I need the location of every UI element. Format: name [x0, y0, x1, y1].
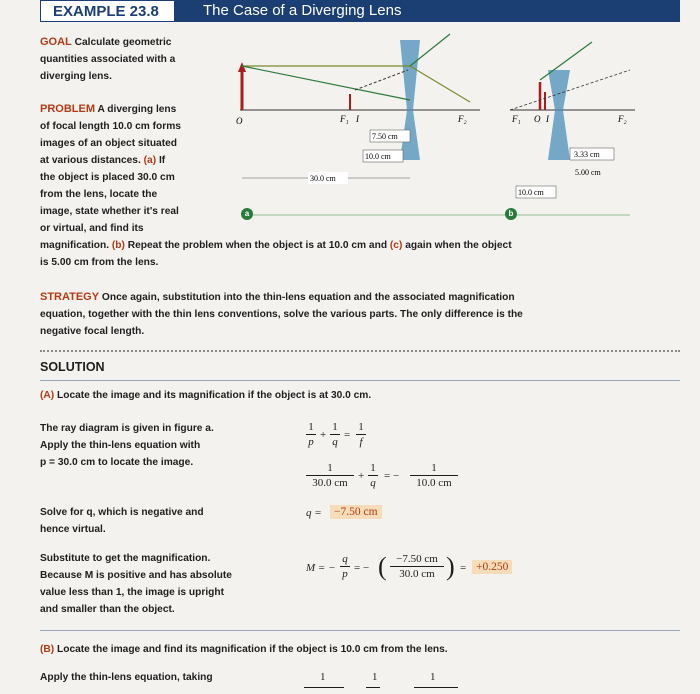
- m-frac-den: p: [342, 568, 348, 580]
- label-o-a: O: [236, 116, 243, 126]
- step-2-line-2: hence virtual.: [40, 524, 106, 535]
- problem-line-4-tail: If: [158, 155, 166, 166]
- label-f1-b: F₁: [512, 114, 521, 124]
- goal-line-1: Calculate geometric: [74, 37, 172, 48]
- problem-line-3: images of an object situated: [40, 138, 177, 149]
- m-equals: =: [460, 562, 467, 574]
- left-paren: (: [378, 552, 387, 581]
- goal-label: GOAL: [40, 36, 72, 48]
- problem-tail-2: is 5.00 cm from the lens.: [40, 257, 159, 268]
- problem-line-7: image, state whether it's real: [40, 206, 179, 217]
- ray-center: [242, 66, 410, 100]
- frac-bar: [330, 434, 340, 435]
- eq2-t1-den: 30.0 cm: [312, 477, 348, 489]
- goal-line-2: quantities associated with a: [40, 54, 176, 65]
- eq1-t3-den: f: [359, 436, 363, 448]
- eq2-term3: [410, 462, 458, 489]
- m-frac-values: [390, 553, 444, 580]
- step-1: [40, 420, 214, 471]
- step-4-line-1: Apply the thin-lens equation, taking: [40, 672, 213, 683]
- figure-b-marker: b: [505, 208, 517, 220]
- part-b-marker: (b): [111, 240, 125, 251]
- eq1-term3: [356, 421, 366, 448]
- step-1-line-1: The ray diagram is given in figure a.: [40, 423, 214, 434]
- label-f2-a: F₂: [458, 114, 467, 124]
- dim-10-0: 10.0 cm: [365, 152, 391, 161]
- eq1-term1: [306, 421, 316, 448]
- part-b-rule: [40, 630, 680, 631]
- step-3-line-1: Substitute to get the magnification.: [40, 553, 211, 564]
- label-f2-b: F₂: [618, 114, 627, 124]
- problem-line-1: A diverging lens: [97, 104, 177, 115]
- q-result: −7.50 cm: [330, 505, 382, 519]
- problem-tail-1c: Repeat the problem when the object is at 10.0 cm and: [127, 240, 388, 251]
- ray-diagrams: [230, 30, 650, 230]
- problem-tail-1a: magnification.: [40, 240, 110, 251]
- eq2-equals: = −: [384, 470, 400, 482]
- m-lhs: M = −: [306, 562, 336, 574]
- strategy-block: [40, 289, 680, 340]
- frac-bar: [410, 475, 458, 476]
- dim-10-0-b: 10.0 cm: [518, 188, 544, 197]
- part-a-marker: (a): [143, 155, 157, 166]
- eq2-plus: +: [358, 470, 365, 482]
- dim-7-50: 7.50 cm: [372, 132, 398, 141]
- dim-5-00: 5.00 cm: [575, 168, 601, 177]
- goal-line-3: diverging lens.: [40, 71, 112, 82]
- step-1-line-2: Apply the thin-lens equation with: [40, 440, 201, 451]
- m-equals-neg: = −: [354, 562, 370, 574]
- label-f1-a: F₁: [340, 114, 349, 124]
- example-title: The Case of a Diverging Lens: [175, 0, 680, 22]
- ray-b-dashed: [510, 70, 630, 110]
- eq1-term2: [330, 421, 340, 448]
- example-number: EXAMPLE 23.8: [40, 0, 175, 22]
- part-b-label: (B): [40, 644, 55, 655]
- figure-a: [236, 34, 630, 215]
- eq5-t1-num: 1: [320, 671, 326, 683]
- step-3-line-4: and smaller than the object.: [40, 604, 175, 615]
- example-header: [40, 0, 680, 22]
- eq2-term2: [368, 462, 378, 489]
- m-result: +0.250: [472, 560, 512, 574]
- step-3-line-2: Because M is positive and has absolute: [40, 570, 232, 581]
- strategy-line-1: Once again, substitution into the thin-lens equation and the associated magnification: [101, 292, 515, 303]
- eq2-t3-den: 10.0 cm: [416, 477, 452, 489]
- problem-line-6: from the lens, locate the: [40, 189, 158, 200]
- solution-rule: [40, 380, 680, 381]
- figure-a-marker: a: [241, 208, 253, 220]
- step-2-line-1: Solve for q, which is negative and: [40, 507, 204, 518]
- part-c-marker: (c): [389, 240, 403, 251]
- part-a-text: Locate the image and its magnification if the object is at 30.0 cm.: [57, 390, 372, 401]
- diverging-lens-b: [548, 70, 570, 160]
- eq1-plus: +: [320, 429, 327, 441]
- eq2-t1-num: 1: [327, 462, 333, 474]
- right-paren: ): [446, 552, 455, 581]
- eq5-t2-num: 1: [372, 671, 378, 683]
- problem-block: [40, 101, 181, 237]
- step-3-line-3: value less than 1, the image is upright: [40, 587, 224, 598]
- eq2-t2-den: q: [370, 477, 376, 489]
- problem-tail: [40, 237, 680, 271]
- eq1-t1-num: 1: [308, 421, 314, 433]
- eq1-t1-den: p: [308, 436, 314, 448]
- label-o-b: O: [534, 114, 541, 124]
- problem-line-8: or virtual, and find its: [40, 223, 144, 234]
- eq1-t2-den: q: [332, 436, 338, 448]
- problem-line-4: at various distances.: [40, 155, 141, 166]
- frac-bar: [366, 687, 380, 688]
- eq2-t2-num: 1: [370, 462, 376, 474]
- frac-bar: [390, 566, 444, 567]
- frac-bar: [368, 475, 378, 476]
- eq2-t3-num: 1: [431, 462, 437, 474]
- frac-bar: [340, 566, 350, 567]
- eq1-t3-num: 1: [358, 421, 364, 433]
- dim-30-0: 30.0 cm: [310, 174, 336, 183]
- q-lhs: q =: [306, 507, 322, 519]
- strategy-line-3: negative focal length.: [40, 326, 145, 337]
- label-i-a: I: [356, 114, 359, 124]
- ray-diverged: [410, 66, 470, 102]
- strategy-label: STRATEGY: [40, 291, 100, 303]
- eq5-t3-num: 1: [430, 671, 436, 683]
- step-2: [40, 504, 204, 538]
- m-frac-num: q: [342, 553, 348, 565]
- problem-tail-1e: again when the object: [405, 240, 512, 251]
- part-a-heading: [40, 390, 371, 401]
- eq1-t2-num: 1: [332, 421, 338, 433]
- extension-dashed: [355, 70, 408, 90]
- problem-label: PROBLEM: [40, 103, 95, 115]
- section-divider: [40, 350, 680, 352]
- eq1-equals: =: [344, 429, 351, 441]
- dim-3-33: 3.33 cm: [574, 150, 600, 159]
- solution-heading: SOLUTION: [40, 360, 105, 374]
- m-big-den: 30.0 cm: [399, 568, 435, 580]
- problem-line-2: of focal length 10.0 cm forms: [40, 121, 181, 132]
- step-3: [40, 550, 232, 618]
- m-big-num: −7.50 cm: [396, 553, 438, 565]
- strategy-line-2: equation, together with the thin lens conventions, solve the various parts. The only difference is the: [40, 309, 523, 320]
- frac-bar: [306, 434, 316, 435]
- frac-bar: [356, 434, 366, 435]
- frac-bar: [414, 687, 458, 688]
- frac-bar: [304, 687, 344, 688]
- eq2-term1: [306, 462, 354, 489]
- figure-b: [510, 42, 635, 198]
- part-b-text: Locate the image and find its magnification if the object is 10.0 cm from the lens.: [57, 644, 448, 655]
- label-i-b: I: [546, 114, 549, 124]
- part-a-label: (A): [40, 390, 55, 401]
- step-1-line-3: p = 30.0 cm to locate the image.: [40, 457, 194, 468]
- problem-line-5: the object is placed 30.0 cm: [40, 172, 175, 183]
- m-frac-qp: [340, 553, 350, 580]
- part-b-heading: [40, 644, 448, 655]
- goal-block: [40, 34, 175, 85]
- frac-bar: [306, 475, 354, 476]
